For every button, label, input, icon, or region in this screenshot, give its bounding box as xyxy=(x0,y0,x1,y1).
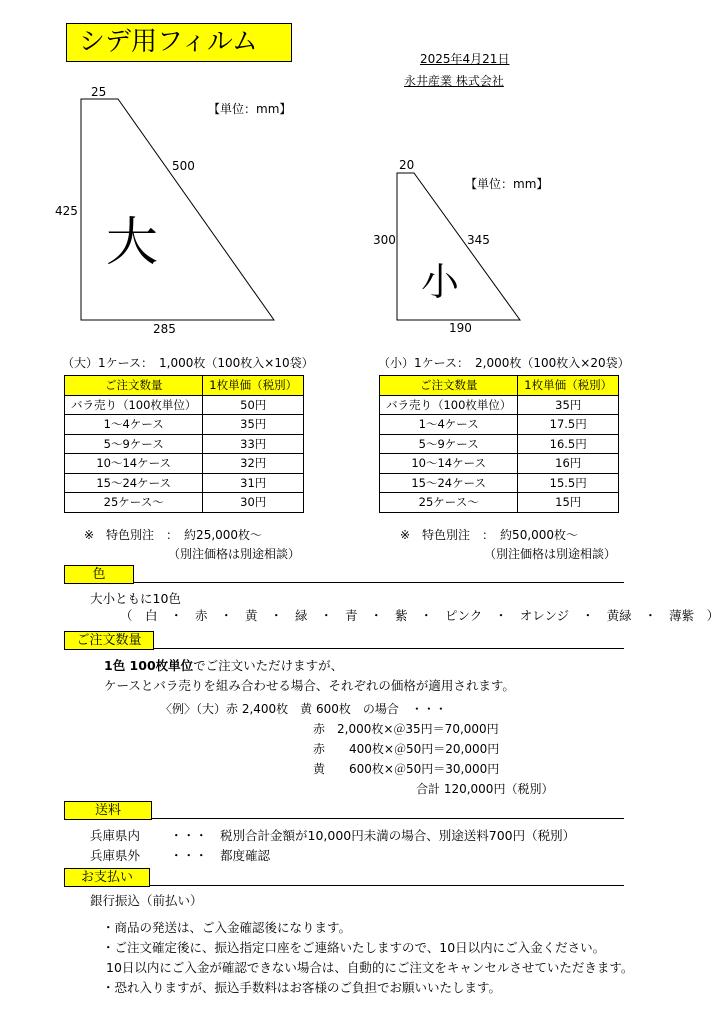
column-header-quantity: ご注文数量 xyxy=(65,376,203,396)
table-row xyxy=(65,395,304,415)
price-cell: 30円 xyxy=(203,493,304,513)
quantity-cell: バラ売り（100枚単位） xyxy=(65,395,203,415)
small-dim-hypotenuse: 345 xyxy=(467,233,490,247)
table-row xyxy=(65,454,304,474)
column-header-quantity: ご注文数量 xyxy=(380,376,518,396)
price-cell: 50円 xyxy=(203,395,304,415)
quantity-cell: 10～14ケース xyxy=(65,454,203,474)
price-cell: 32円 xyxy=(203,454,304,474)
color-list: （ 白 ・ 赤 ・ 黄 ・ 緑 ・ 青 ・ 紫 ・ ピンク ・ オレンジ ・ 黄緑 ・ 薄紫 ） xyxy=(120,608,720,623)
quantity-cell: 10～14ケース xyxy=(380,454,518,474)
table-row xyxy=(65,473,304,493)
order-calc-3: 黄 600枚×＠50円＝30,000円 xyxy=(313,762,500,776)
table-row xyxy=(380,395,619,415)
quantity-cell: 5～9ケース xyxy=(65,434,203,454)
page-title: シデ用フィルム xyxy=(66,23,292,62)
small-case-info: （小）1ケース： 2,000枚（100枚入×20袋） xyxy=(378,356,630,370)
price-cell: 33円 xyxy=(203,434,304,454)
order-rule xyxy=(104,656,343,674)
table-row xyxy=(380,493,619,513)
payment-section-label: お支払い xyxy=(64,868,150,887)
payment-note-3: 10日以内にご入金が確認できない場合は、自動的にご注文をキャンセルさせていただきます。 xyxy=(106,960,634,975)
table-row xyxy=(380,415,619,435)
quantity-cell: 1～4ケース xyxy=(65,415,203,435)
shipping-outside-text: ・・・ 都度確認 xyxy=(170,848,271,863)
large-dim-hypotenuse: 500 xyxy=(172,159,195,173)
table-row xyxy=(380,454,619,474)
table-row xyxy=(380,473,619,493)
price-cell: 17.5円 xyxy=(518,415,619,435)
small-price-table xyxy=(379,375,619,513)
large-unit-label: 【単位：mm】 xyxy=(208,102,292,116)
table-header-row xyxy=(65,376,304,396)
price-cell: 16.5円 xyxy=(518,434,619,454)
quantity-cell: 5～9ケース xyxy=(380,434,518,454)
large-special-note: （別注価格は別途相談） xyxy=(168,547,301,561)
price-cell: 31円 xyxy=(203,473,304,493)
order-calc-2: 赤 400枚×＠50円＝20,000円 xyxy=(313,742,500,756)
large-price-table xyxy=(64,375,304,513)
order-rule-rest: でご注文いただけますが、 xyxy=(193,658,344,673)
large-dim-top: 25 xyxy=(91,85,107,99)
order-section-label: ご注文数量 xyxy=(64,631,154,650)
color-section-label: 色 xyxy=(64,565,134,584)
table-row xyxy=(380,434,619,454)
order-calc-1: 赤 2,000枚×＠35円＝70,000円 xyxy=(313,722,499,736)
shipping-hyogo-text: ・・・ 税別合計金額が10,000円未満の場合、別途送料700円（税別） xyxy=(170,828,576,843)
order-example: 〈例〉（大）赤 2,400枚 黄 600枚 の場合 ・・・ xyxy=(160,702,447,716)
order-rule-bold: 1色 100枚単位 xyxy=(104,658,194,673)
small-dim-left: 300 xyxy=(373,233,396,247)
price-cell: 15円 xyxy=(518,493,619,513)
quantity-cell: 1～4ケース xyxy=(380,415,518,435)
quantity-cell: 25ケース～ xyxy=(380,493,518,513)
price-cell: 15.5円 xyxy=(518,473,619,493)
table-row xyxy=(65,415,304,435)
table-row xyxy=(65,434,304,454)
column-header-unit-price: 1枚単価（税別） xyxy=(518,376,619,396)
small-unit-label: 【単位：mm】 xyxy=(465,177,549,191)
small-dim-bottom: 190 xyxy=(449,321,472,335)
payment-method: 銀行振込（前払い） xyxy=(90,893,203,908)
shipping-section-label: 送料 xyxy=(64,801,152,820)
price-cell: 35円 xyxy=(518,395,619,415)
large-dim-left: 425 xyxy=(55,204,78,218)
document-date: 2025年4月21日 xyxy=(420,52,510,66)
order-total: 合計 120,000円（税別） xyxy=(416,782,554,796)
small-glyph: 小 xyxy=(421,260,460,304)
small-special-note: （別注価格は別途相談） xyxy=(484,547,617,561)
small-dim-top: 20 xyxy=(399,158,415,172)
large-special-order: ※ 特色別注 ： 約25,000枚～ xyxy=(84,528,263,542)
payment-note-2: ・ご注文確定後に、振込指定口座をご連絡いたしますので、10日以内にご入金ください。 xyxy=(102,940,606,955)
order-rule-note: ケースとバラ売りを組み合わせる場合、それぞれの価格が適用されます。 xyxy=(104,678,515,693)
price-cell: 35円 xyxy=(203,415,304,435)
small-special-order: ※ 特色別注 ： 約50,000枚～ xyxy=(400,528,579,542)
quantity-cell: 15～24ケース xyxy=(380,473,518,493)
payment-note-4: ・恐れ入りますが、振込手数料はお客様のご負担でお願いいたします。 xyxy=(102,980,502,995)
color-count: 大小ともに10色 xyxy=(90,591,181,606)
table-header-row xyxy=(380,376,619,396)
shipping-hyogo-place: 兵庫県内 xyxy=(90,828,141,843)
large-dim-bottom: 285 xyxy=(153,322,176,336)
shipping-outside-place: 兵庫県外 xyxy=(90,848,141,863)
large-film-shape xyxy=(80,98,276,322)
large-glyph: 大 xyxy=(106,213,159,273)
large-case-info: （大）1ケース： 1,000枚（100枚入×10袋） xyxy=(62,356,314,370)
quantity-cell: バラ売り（100枚単位） xyxy=(380,395,518,415)
column-header-unit-price: 1枚単価（税別） xyxy=(203,376,304,396)
quantity-cell: 15～24ケース xyxy=(65,473,203,493)
color-section-line xyxy=(64,582,624,583)
table-row xyxy=(65,493,304,513)
payment-note-1: ・商品の発送は、ご入金確認後になります。 xyxy=(102,920,352,935)
large-film-outline xyxy=(81,99,274,320)
company-name: 永井産業 株式会社 xyxy=(404,74,504,88)
price-cell: 16円 xyxy=(518,454,619,474)
quantity-cell: 25ケース～ xyxy=(65,493,203,513)
